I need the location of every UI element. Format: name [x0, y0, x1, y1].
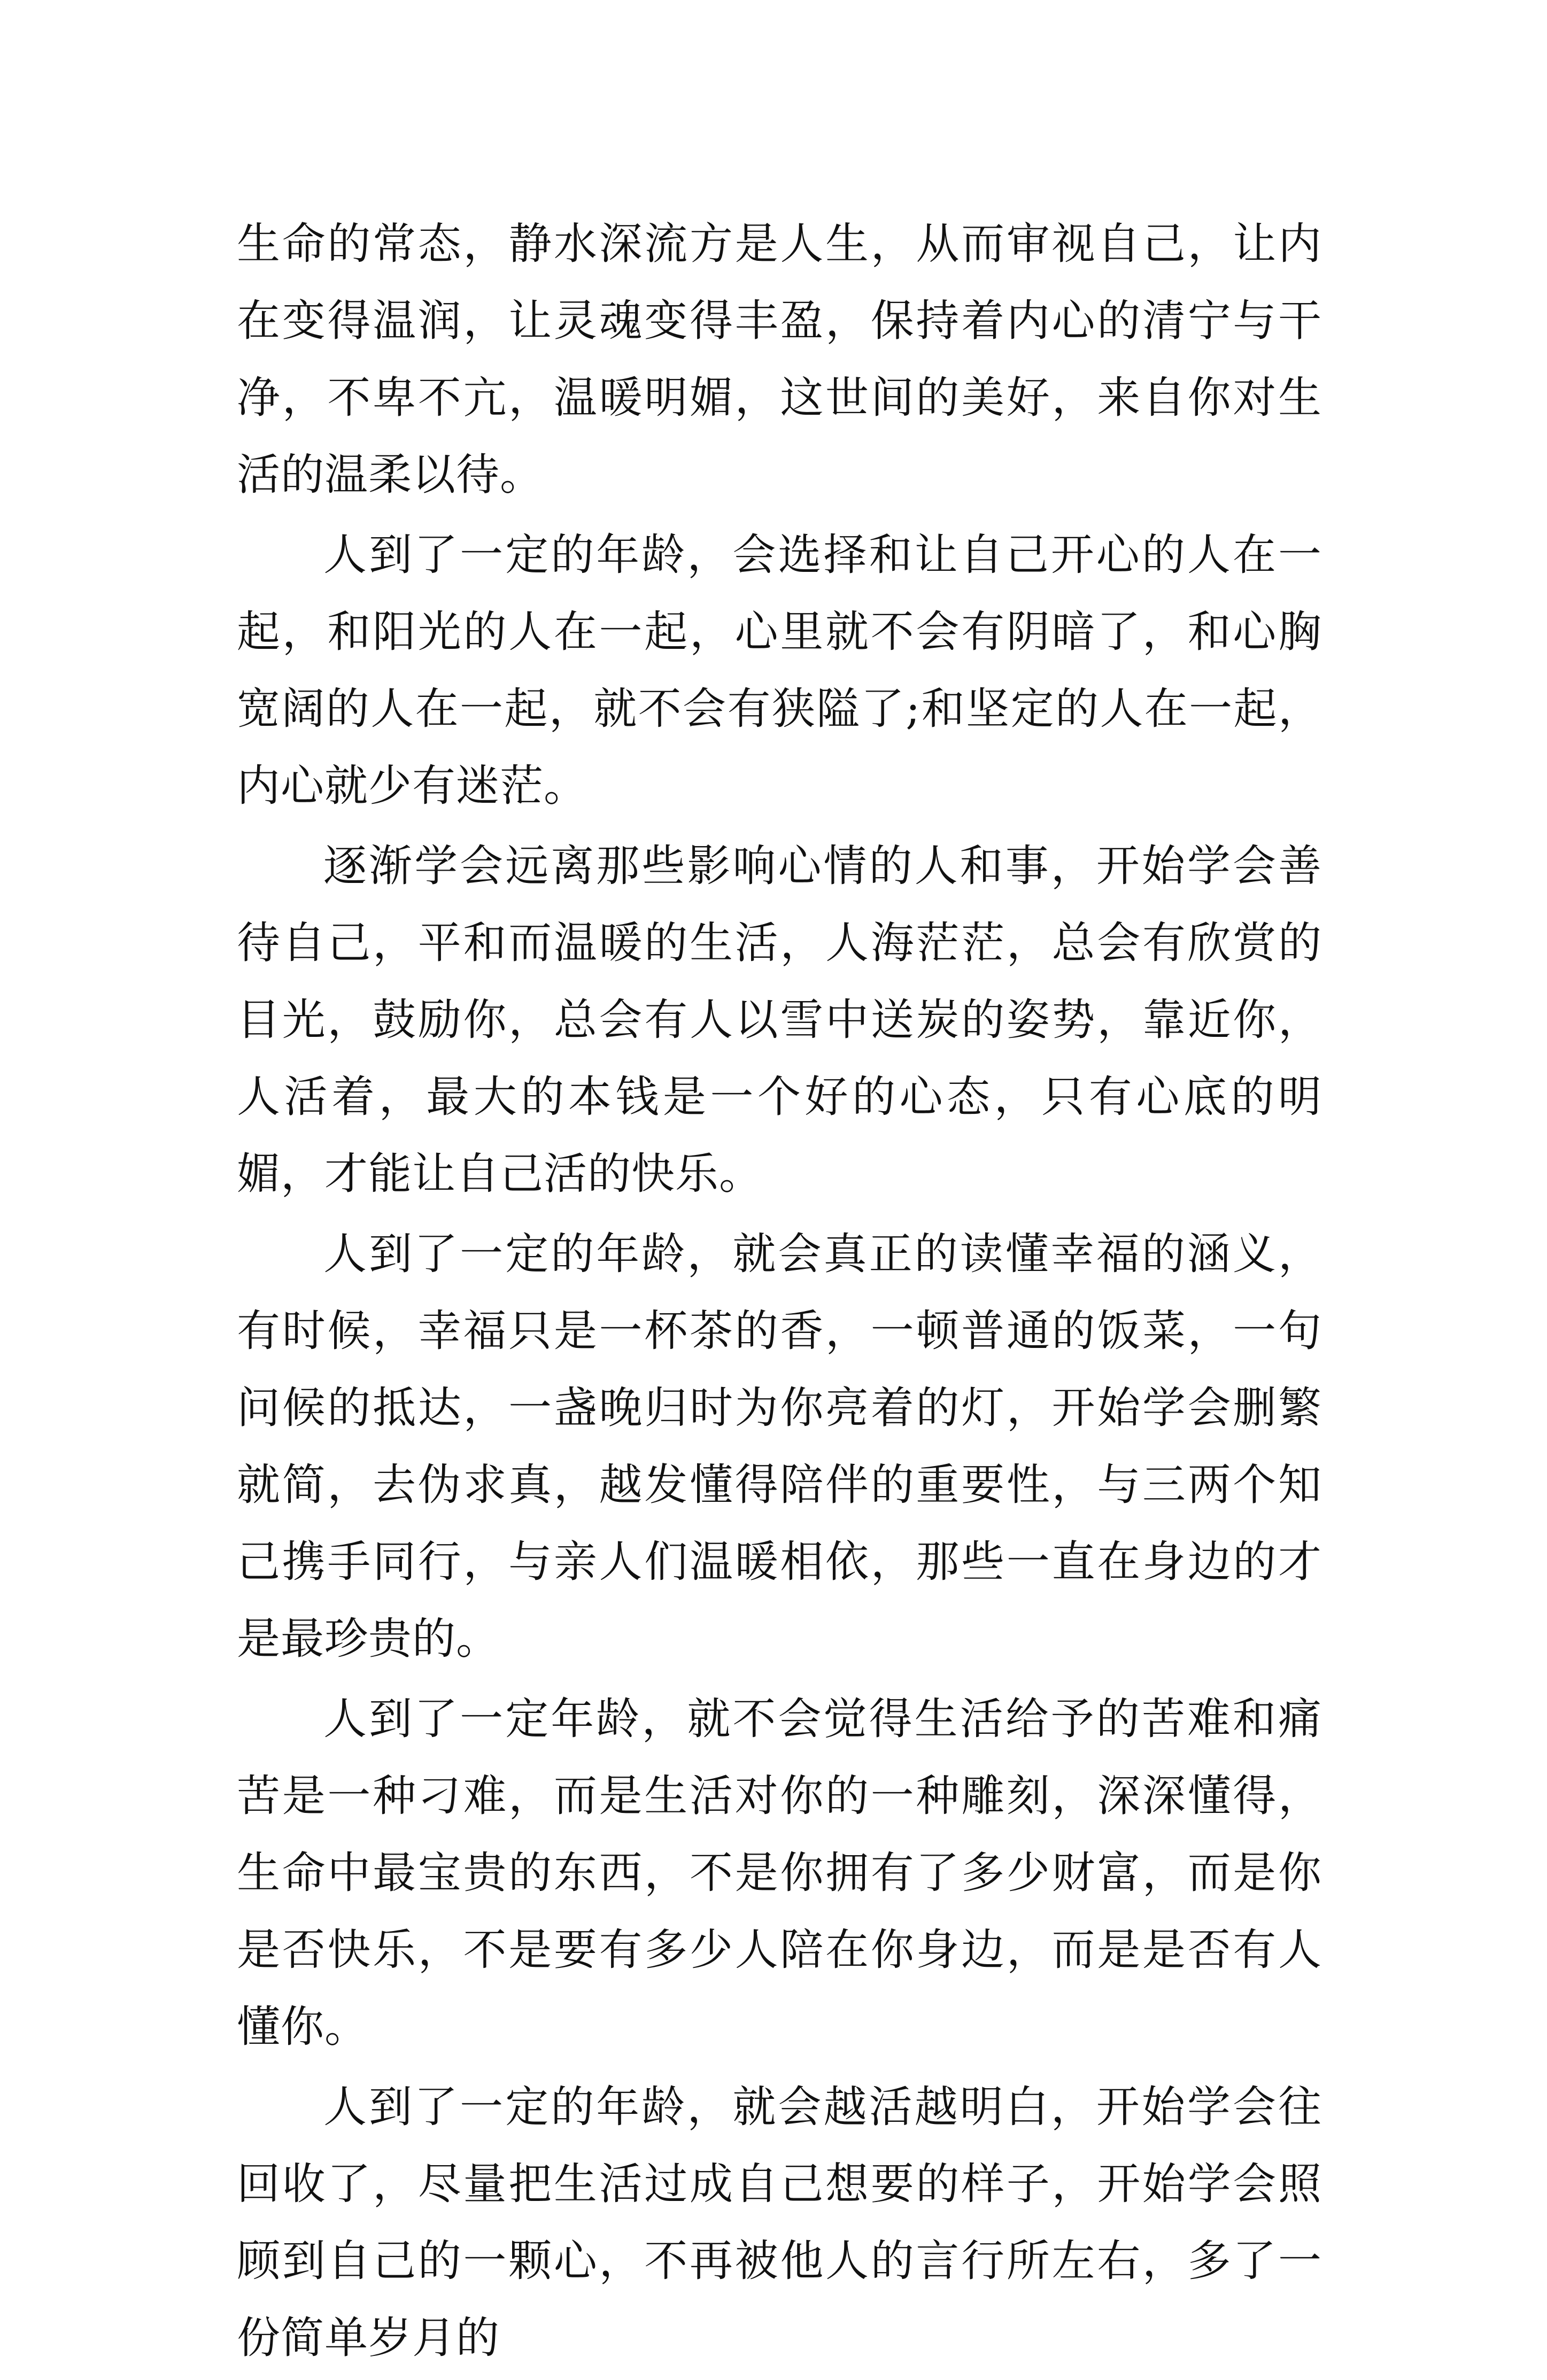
- paragraph: 人到了一定年龄，就不会觉得生活给予的苦难和痛苦是一种刁难，而是生活对你的一种雕刻，深深懂得，生命中最宝贵的东西，不是你拥有了多少财富，而是你是否快乐，不是要有多少人陪在你身边，而是是否有人懂你。: [237, 1694, 1322, 2052]
- paragraph: 人到了一定的年龄，会选择和让自己开心的人在一起，和阳光的人在一起，心里就不会有阴暗了，和心胸宽阔的人在一起，就不会有狭隘了;和坚定的人在一起，内心就少有迷茫。: [237, 530, 1322, 811]
- paragraph: 人到了一定的年龄，就会越活越明白，开始学会往回收了，尽量把生活过成自己想要的样子，开始学会照顾到自己的一颗心，不再被他人的言行所左右，多了一份简单岁月的: [237, 2082, 1322, 2363]
- paragraph-continued: 生命的常态，静水深流方是人生，从而审视自己，让内在变得温润，让灵魂变得丰盈，保持着内心的清宁与干净，不卑不亢，温暖明媚，这世间的美好，来自你对生活的温柔以待。: [237, 219, 1322, 500]
- document-body: [237, 206, 1322, 2380]
- paragraph: 人到了一定的年龄，就会真正的读懂幸福的涵义，有时候，幸福只是一杯茶的香，一顿普通的饭菜，一句问候的抵达，一盏晚归时为你亮着的灯，开始学会删繁就简，去伪求真，越发懂得陪伴的重要性，与三两个知己携手同行，与亲人们温暖相依，那些一直在身边的才是最珍贵的。: [237, 1229, 1322, 1664]
- paragraph: 逐渐学会远离那些影响心情的人和事，开始学会善待自己，平和而温暖的生活，人海茫茫，总会有欣赏的目光，鼓励你，总会有人以雪中送炭的姿势，靠近你，人活着，最大的本钱是一个好的心态，只有心底的明媚，才能让自己活的快乐。: [237, 841, 1322, 1199]
